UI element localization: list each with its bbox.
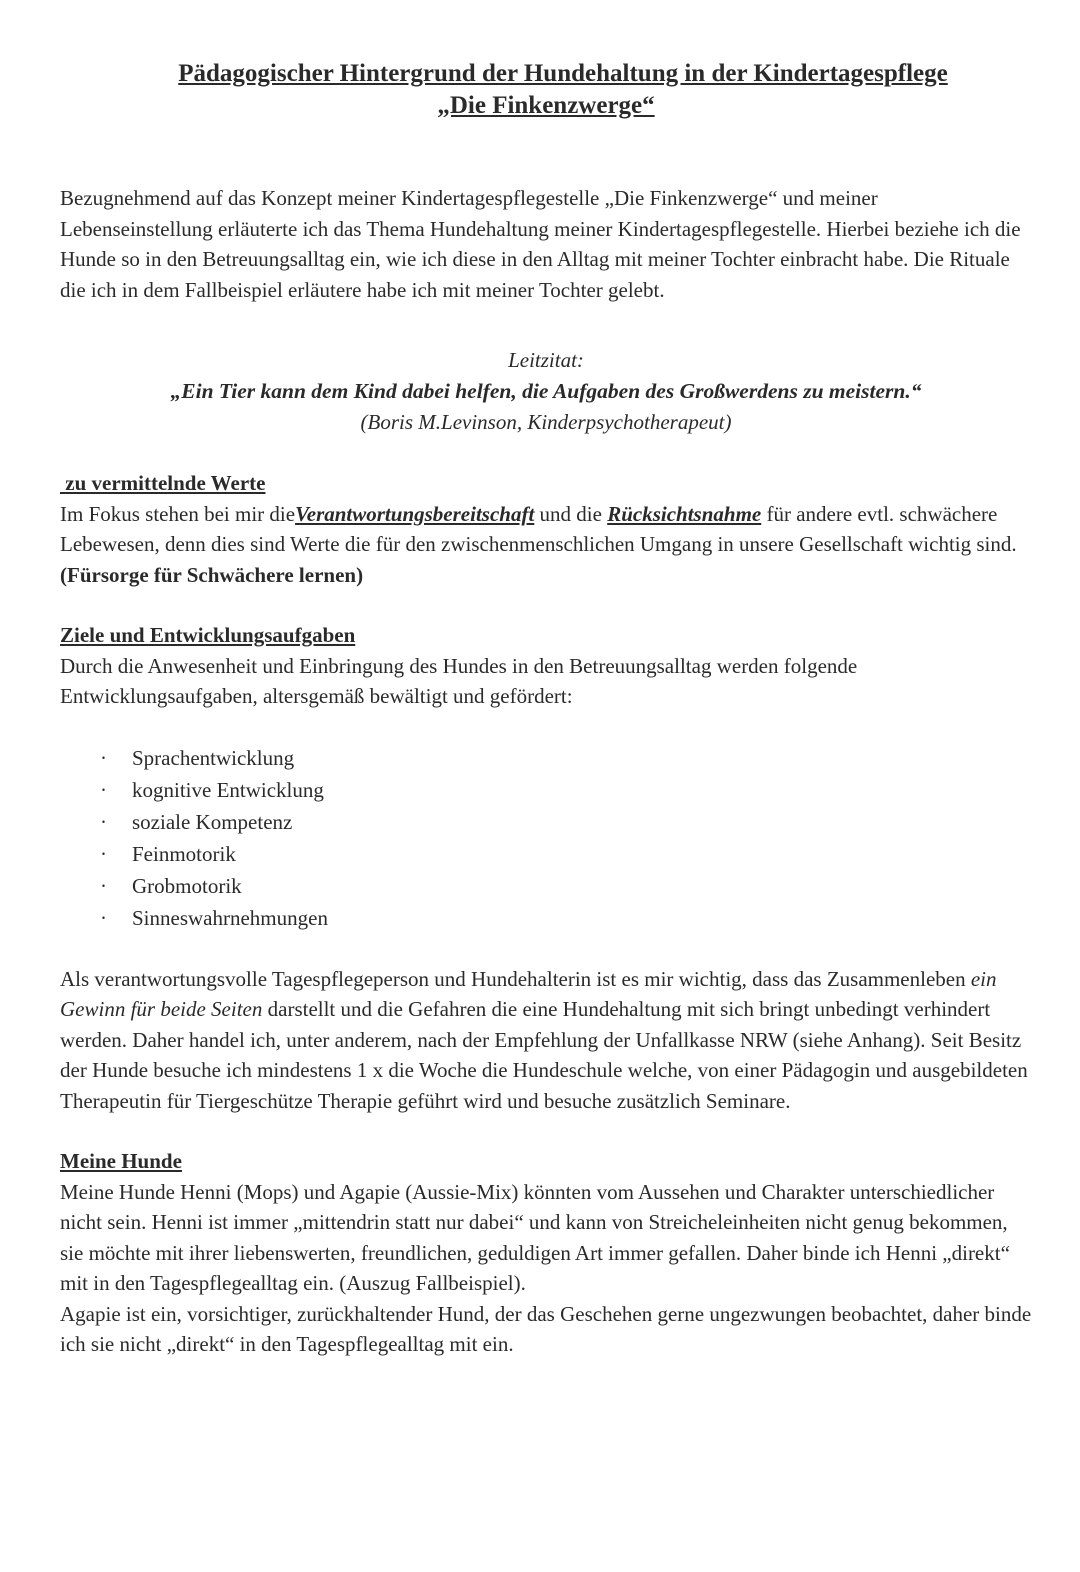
bullet-icon: · (100, 745, 107, 770)
values-section (60, 468, 1032, 590)
lead-quote (60, 345, 1032, 438)
responsibility-text-2: darstellt und die Gefahren die eine Hundehaltung mit sich bringt unbedingt verhindert werden. Daher handel ich, unter anderem, nach der Empfehlung der Unfallkasse NRW (siehe Anhang). Seit Besitz der Hunde besuche ich mindestens 1 x die Woche die Hundeschule welche, von einer Pädagogin und ausgebildeten Therapeutin für Tiergeschütze Therapie geführt wird und besuche zusätzlich Seminare. (60, 997, 1028, 1113)
goals-list (60, 742, 1032, 934)
list-item (100, 742, 1032, 774)
list-item-text: Grobmotorik (132, 873, 242, 898)
list-item-text: Sinneswahrnehmungen (132, 905, 328, 930)
values-text-3: für andere evtl. schwächere Lebewesen, denn dies sind Werte die für den zwischenmenschlichen Umgang in unsere Gesellschaft wichtig sind. (60, 501, 1017, 556)
bullet-icon: · (100, 809, 107, 834)
bullet-icon: · (100, 873, 107, 898)
keyword-responsibility: Verantwortungsbereitschaft (295, 501, 535, 526)
dogs-paragraph-2: Agapie ist ein, vorsichtiger, zurückhaltender Hund, der das Geschehen gerne ungezwungen beobachtet, daher binde ich sie nicht „direkt“ in den Tagespflegealltag mit ein. (60, 1301, 1032, 1356)
list-item (100, 902, 1032, 934)
list-item (100, 774, 1032, 806)
list-item-text: Feinmotorik (132, 841, 236, 866)
bullet-icon: · (100, 777, 107, 802)
title-line-1: Pädagogischer Hintergrund der Hundehaltung in der Kindertagespflege (178, 60, 948, 87)
document-title (60, 58, 1032, 122)
list-item-text: Sprachentwicklung (132, 745, 295, 770)
bullet-icon: · (100, 905, 107, 930)
quote-text: „Ein Tier kann dem Kind dabei helfen, die Aufgaben des Großwerdens zu meistern.“ (170, 379, 922, 403)
values-text-2: und die (534, 501, 608, 526)
list-item-text: kognitive Entwicklung (132, 777, 324, 802)
goals-paragraph: Durch die Anwesenheit und Einbringung des Hundes in den Betreuungsalltag werden folgende Entwicklungsaufgaben, altersgemäß bewältigt und gefördert: (60, 653, 858, 708)
quote-source: (Boris M.Levinson, Kinderpsychotherapeut) (360, 410, 732, 434)
list-item (100, 806, 1032, 838)
intro-paragraph: Bezugnehmend auf das Konzept meiner Kindertagespflegestelle „Die Finkenzwerge“ und meiner Lebenseinstellung erläuterte ich das Thema Hundehaltung meiner Kindertagespflegestelle. Hierbei beziehe ich die Hunde so in den Betreuungsalltag ein, wie ich diese in den Alltag mit meiner Tochter einbracht habe. Die Rituale die ich in dem Fallbeispiel erläutere habe ich mit meiner Tochter gelebt. (60, 186, 1021, 302)
quote-label: Leitzitat: (508, 348, 584, 372)
values-heading: zu vermittelnde Werte (60, 471, 266, 495)
list-item (100, 870, 1032, 902)
dogs-paragraph-1: Meine Hunde Henni (Mops) und Agapie (Aussie-Mix) könnten vom Aussehen und Charakter unterschiedlicher nicht sein. Henni ist immer „mittendrin statt nur dabei“ und kann von Streicheleinheiten nicht genug bekommen, sie möchte mit ihrer liebenswerten, freundlichen, geduldigen Art immer gefallen. Daher binde ich Henni „direkt“ mit in den Tagespflegealltag ein. (Auszug Fallbeispiel). (60, 1179, 1010, 1295)
goals-heading: Ziele und Entwicklungsaufgaben (60, 623, 356, 647)
bullet-icon: · (100, 841, 107, 866)
list-item-text: soziale Kompetenz (132, 809, 293, 834)
values-paragraph (60, 499, 1032, 591)
dogs-section (60, 1146, 1032, 1360)
values-bold-note: (Fürsorge für Schwächere lernen) (60, 562, 364, 587)
dogs-heading: Meine Hunde (60, 1149, 182, 1173)
responsibility-paragraph (60, 964, 1032, 1117)
keyword-consideration: Rücksichtsnahme (607, 501, 762, 526)
list-item (100, 838, 1032, 870)
title-line-2: „Die Finkenzwerge“ (437, 92, 655, 119)
responsibility-italic: ein Gewinn für beide Seiten (60, 966, 997, 1021)
responsibility-text-1: Als verantwortungsvolle Tagespflegeperson und Hundehalterin ist es mir wichtig, dass das Zusammenleben (60, 966, 971, 991)
goals-section (60, 620, 1032, 1116)
values-text-1: Im Fokus stehen bei mir die (60, 501, 296, 526)
